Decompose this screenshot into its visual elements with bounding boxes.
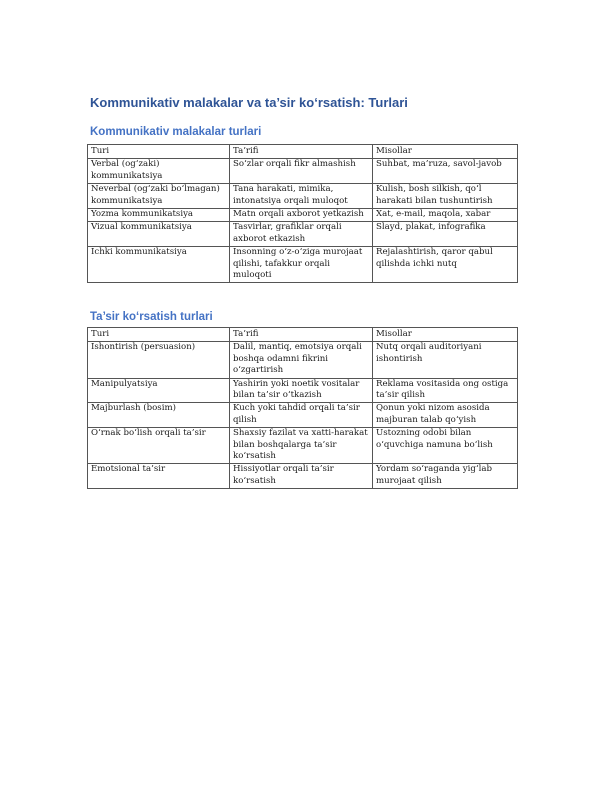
communication-skills-table	[87, 144, 518, 283]
table-cell: Qonun yoki nizom asosida majburan talab qo‘yish	[373, 403, 518, 428]
table-cell: Nutq orqali auditoriyani ishontirish	[373, 342, 518, 378]
influence-types-table	[87, 327, 518, 489]
table-cell: Ustozning odobi bilan o‘quvchiga namuna bo‘lish	[373, 428, 518, 464]
column-header: Turi	[88, 145, 230, 159]
table-cell: Yordam so‘raganda yig‘lab murojaat qilish	[373, 464, 518, 489]
table-cell: Reklama vositasida ong ostiga ta’sir qilish	[373, 378, 518, 403]
table-row	[88, 378, 518, 403]
table-cell: O‘rnak bo‘lish orqali ta’sir	[88, 428, 230, 464]
table-cell: Xat, e-mail, maqola, xabar	[373, 209, 518, 222]
table-header-row	[88, 145, 518, 159]
table-cell: Yashirin yoki noetik vositalar bilan ta’sir o‘tkazish	[230, 378, 373, 403]
column-header: Misollar	[373, 145, 518, 159]
table-row	[88, 342, 518, 378]
table-header-row	[88, 328, 518, 342]
column-header: Misollar	[373, 328, 518, 342]
column-header: Ta’rifi	[230, 145, 373, 159]
table-cell: Hissiyotlar orqali ta’sir ko‘rsatish	[230, 464, 373, 489]
table-cell: Dalil, mantiq, emotsiya orqali boshqa odamni fikrini o‘zgartirish	[230, 342, 373, 378]
table-cell: Ichki kommunikatsiya	[88, 247, 230, 283]
table-row	[88, 209, 518, 222]
section-heading-influence-types: Ta’sir ko‘rsatish turlari	[90, 311, 213, 323]
table-cell: Neverbal (og‘zaki bo‘lmagan) kommunikatsiya	[88, 184, 230, 209]
column-header: Turi	[88, 328, 230, 342]
table-cell: Ishontirish (persuasion)	[88, 342, 230, 378]
document-title: Kommunikativ malakalar va ta’sir ko‘rsatish: Turlari	[90, 95, 408, 110]
table-cell: Insonning o‘z-o‘ziga murojaat qilishi, tafakkur orqali muloqoti	[230, 247, 373, 283]
table-cell: Yozma kommunikatsiya	[88, 209, 230, 222]
table-cell: Matn orqali axborot yetkazish	[230, 209, 373, 222]
table-cell: Slayd, plakat, infografika	[373, 222, 518, 247]
table-cell: Suhbat, ma’ruza, savol-javob	[373, 159, 518, 184]
table-row	[88, 428, 518, 464]
table-cell: Manipulyatsiya	[88, 378, 230, 403]
table-cell: Emotsional ta’sir	[88, 464, 230, 489]
table-cell: Kuch yoki tahdid orqali ta’sir qilish	[230, 403, 373, 428]
table-row	[88, 464, 518, 489]
table-cell: Majburlash (bosim)	[88, 403, 230, 428]
table-row	[88, 184, 518, 209]
table-cell: Rejalashtirish, qaror qabul qilishda ichki nutq	[373, 247, 518, 283]
table-row	[88, 159, 518, 184]
table-row	[88, 247, 518, 283]
table-cell: Tana harakati, mimika, intonatsiya orqali muloqot	[230, 184, 373, 209]
table-row	[88, 403, 518, 428]
column-header: Ta’rifi	[230, 328, 373, 342]
table-cell: Verbal (og‘zaki) kommunikatsiya	[88, 159, 230, 184]
table-cell: Vizual kommunikatsiya	[88, 222, 230, 247]
table-cell: Tasvirlar, grafiklar orqali axborot etkazish	[230, 222, 373, 247]
table-cell: Shaxsiy fazilat va xatti-harakat bilan boshqalarga ta’sir ko‘rsatish	[230, 428, 373, 464]
table-cell: Kulish, bosh silkish, qo‘l harakati bilan tushuntirish	[373, 184, 518, 209]
table-cell: So‘zlar orqali fikr almashish	[230, 159, 373, 184]
table-row	[88, 222, 518, 247]
section-heading-communication-skills: Kommunikativ malakalar turlari	[90, 126, 262, 138]
